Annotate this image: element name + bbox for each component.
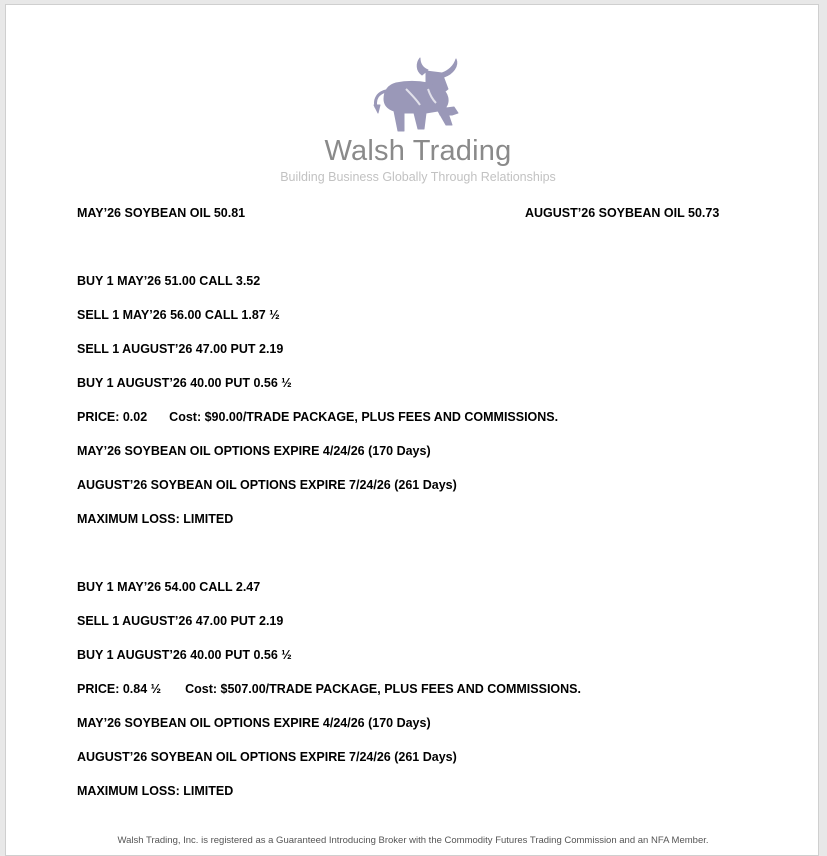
brand-tagline: Building Business Globally Through Relationships xyxy=(280,170,556,184)
header-august-price: AUGUST’26 SOYBEAN OIL 50.73 xyxy=(525,206,720,220)
strategy1-cost: Cost: $90.00/TRADE PACKAGE, PLUS FEES AND COMMISSIONS. xyxy=(169,410,559,424)
strategy2-leg-3: BUY 1 AUGUST’26 40.00 PUT 0.56 ½ xyxy=(77,648,292,662)
strategy1-expiry-may: MAY’26 SOYBEAN OIL OPTIONS EXPIRE 4/24/26 (170 Days) xyxy=(77,444,431,458)
strategy2-price: PRICE: 0.84 ½ xyxy=(77,682,162,696)
bull-icon xyxy=(366,53,470,140)
strategy1-price-row xyxy=(77,410,558,424)
strategy2-expiry-may: MAY’26 SOYBEAN OIL OPTIONS EXPIRE 4/24/26 (170 Days) xyxy=(77,716,431,730)
strategy2-leg-1: BUY 1 MAY’26 54.00 CALL 2.47 xyxy=(77,580,261,594)
strategy1-expiry-august: AUGUST’26 SOYBEAN OIL OPTIONS EXPIRE 7/24/26 (261 Days) xyxy=(77,478,457,492)
regulatory-footer: Walsh Trading, Inc. is registered as a Guaranteed Introducing Broker with the Commodity Futures Trading Commission and an NFA Member. xyxy=(117,835,709,846)
strategy2-expiry-august: AUGUST’26 SOYBEAN OIL OPTIONS EXPIRE 7/24/26 (261 Days) xyxy=(77,750,457,764)
strategy2-price-row xyxy=(77,682,581,696)
header-may-price: MAY’26 SOYBEAN OIL 50.81 xyxy=(77,206,246,220)
brand-name: Walsh Trading xyxy=(324,135,512,167)
strategy1-leg-3: SELL 1 AUGUST’26 47.00 PUT 2.19 xyxy=(77,342,284,356)
strategy1-leg-2: SELL 1 MAY’26 56.00 CALL 1.87 ½ xyxy=(77,308,280,322)
strategy2-max-loss: MAXIMUM LOSS: LIMITED xyxy=(77,784,234,798)
strategy2-leg-2: SELL 1 AUGUST’26 47.00 PUT 2.19 xyxy=(77,614,284,628)
strategy1-price: PRICE: 0.02 xyxy=(77,410,148,424)
strategy2-cost: Cost: $507.00/TRADE PACKAGE, PLUS FEES AND COMMISSIONS. xyxy=(185,682,581,696)
document-page xyxy=(5,4,819,856)
strategy1-max-loss: MAXIMUM LOSS: LIMITED xyxy=(77,512,234,526)
strategy1-leg-4: BUY 1 AUGUST’26 40.00 PUT 0.56 ½ xyxy=(77,376,292,390)
strategy1-leg-1: BUY 1 MAY’26 51.00 CALL 3.52 xyxy=(77,274,261,288)
